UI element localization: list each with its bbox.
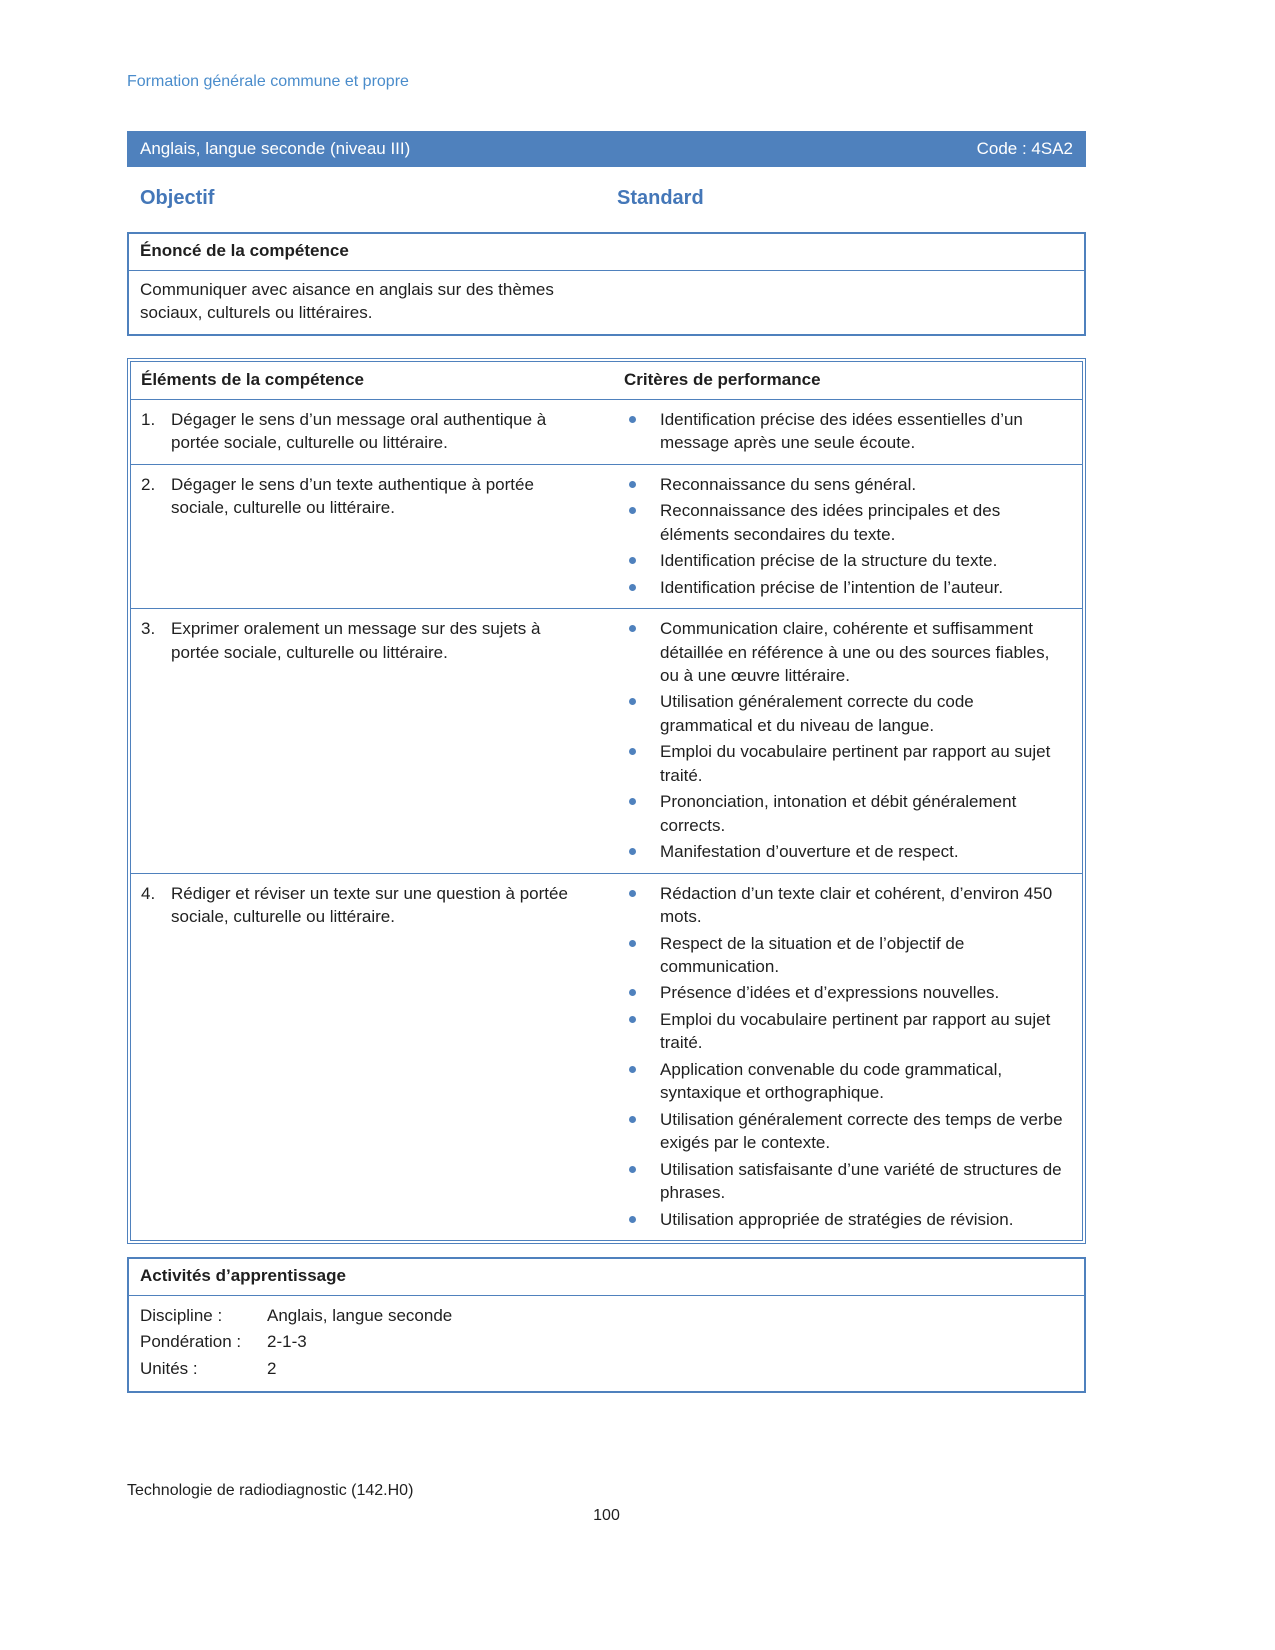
bullet-icon — [629, 1066, 636, 1073]
criterion-text: Utilisation généralement correcte du code grammatical et du niveau de langue. — [660, 692, 974, 735]
criterion-text: Identification précise des idées essentielles d’un message après une seule écoute. — [660, 409, 1023, 453]
criterion-item — [624, 617, 1070, 687]
objectif-heading: Objectif — [140, 187, 215, 209]
table-header-row — [131, 362, 1082, 400]
criteria-cell — [616, 465, 1082, 608]
element-cell — [131, 874, 616, 1240]
criterion-text: Respect de la situation et de l’objectif de communication. — [660, 933, 965, 976]
criterion-text: Utilisation appropriée de stratégies de révision. — [660, 1209, 1014, 1229]
activites-title: Activités d’apprentissage — [129, 1259, 1084, 1296]
bullet-icon — [629, 507, 636, 514]
bullet-icon — [629, 1116, 636, 1123]
breadcrumb: Formation générale commune et propre — [127, 73, 409, 90]
enonce-box — [127, 232, 1086, 336]
criterion-item — [624, 740, 1070, 787]
criterion-text: Application convenable du code grammatical, syntaxique et orthographique. — [660, 1059, 1003, 1103]
competence-table-inner — [130, 361, 1083, 1241]
criteria-cell — [616, 400, 1082, 464]
criterion-item — [624, 882, 1070, 929]
element-text: Dégager le sens d’un message oral authentique à portée sociale, culturelle ou littéraire. — [171, 409, 547, 453]
element-text: Rédiger et réviser un texte sur une question à portée sociale, culturelle ou littéraire. — [171, 883, 568, 927]
criterion-text: Communication claire, cohérente et suffisamment détaillée en référence à une ou des sources fiables, ou à une œuvre littéraire. — [660, 619, 1050, 685]
criteria-cell — [616, 609, 1082, 873]
criterion-text: Emploi du vocabulaire pertinent par rapport au sujet traité. — [660, 1009, 1051, 1053]
course-code: Code : 4SA2 — [976, 139, 1073, 158]
element-number: 4. — [141, 883, 156, 903]
criterion-item — [624, 1008, 1070, 1055]
activites-body — [129, 1296, 1084, 1391]
element-cell — [131, 465, 616, 608]
element-cell — [131, 400, 616, 464]
criterion-item — [624, 932, 1070, 979]
activity-field — [140, 1303, 1073, 1329]
bullet-icon — [629, 481, 636, 488]
enonce-body — [129, 271, 1084, 334]
criterion-text: Identification précise de la structure du texte. — [660, 551, 998, 571]
element-number: 1. — [141, 409, 156, 429]
criterion-item — [624, 840, 1070, 863]
content-area — [127, 0, 1086, 1393]
bullet-icon — [629, 584, 636, 591]
activites-box — [127, 1257, 1086, 1393]
standard-heading: Standard — [617, 187, 704, 209]
criterion-text: Manifestation d’ouverture et de respect. — [660, 842, 959, 862]
criterion-text: Reconnaissance du sens général. — [660, 474, 917, 494]
criterion-text: Utilisation satisfaisante d’une variété de structures de phrases. — [660, 1159, 1062, 1203]
criterion-item — [624, 690, 1070, 737]
activity-field — [140, 1356, 1073, 1382]
bullet-icon — [629, 416, 636, 423]
section-headings — [127, 187, 1086, 210]
criterion-text: Présence d’idées et d’expressions nouvelles. — [660, 983, 1000, 1003]
bullet-icon — [629, 848, 636, 855]
criteria-cell — [616, 874, 1082, 1240]
bullet-icon — [629, 1016, 636, 1023]
criterion-text: Reconnaissance des idées principales et des éléments secondaires du texte. — [660, 501, 1001, 544]
course-title: Anglais, langue seconde (niveau III) — [140, 139, 411, 158]
criterion-item — [624, 1108, 1070, 1155]
bullet-icon — [629, 698, 636, 705]
table-row — [131, 874, 1082, 1240]
table-row — [131, 400, 1082, 465]
competence-table — [127, 358, 1086, 1244]
criterion-item — [624, 473, 1070, 496]
bullet-icon — [629, 748, 636, 755]
criterion-item — [624, 549, 1070, 572]
field-label: Discipline : — [140, 1305, 223, 1325]
footer-program: Technologie de radiodiagnostic (142.H0) — [127, 1482, 414, 1499]
table-row — [131, 609, 1082, 874]
field-label: Unités : — [140, 1358, 198, 1378]
activity-field — [140, 1329, 1073, 1355]
criterion-item — [624, 790, 1070, 837]
bullet-icon — [629, 989, 636, 996]
criterion-item — [624, 408, 1070, 455]
element-number: 3. — [141, 619, 156, 639]
bullet-icon — [629, 890, 636, 897]
bullet-icon — [629, 940, 636, 947]
element-number: 2. — [141, 474, 156, 494]
elements-column-header: Éléments de la compétence — [141, 369, 364, 389]
criterion-item — [624, 1208, 1070, 1231]
criteres-column-header: Critères de performance — [624, 369, 821, 389]
bullet-icon — [629, 1166, 636, 1173]
criterion-text: Prononciation, intonation et débit généralement corrects. — [660, 792, 1017, 835]
bullet-icon — [629, 557, 636, 564]
field-value: 2 — [267, 1358, 277, 1378]
criterion-text: Emploi du vocabulaire pertinent par rapport au sujet traité. — [660, 742, 1051, 785]
bullet-icon — [629, 1216, 636, 1223]
enonce-text: Communiquer avec aisance en anglais sur des thèmes sociaux, culturels ou littéraires. — [140, 280, 554, 323]
criterion-item — [624, 981, 1070, 1004]
criterion-text: Utilisation généralement correcte des temps de verbe exigés par le contexte. — [660, 1109, 1063, 1153]
criterion-text: Rédaction d’un texte clair et cohérent, d’environ 450 mots. — [660, 883, 1053, 927]
criterion-text: Identification précise de l’intention de l’auteur. — [660, 577, 1004, 597]
element-text: Exprimer oralement un message sur des sujets à portée sociale, culturelle ou littéraire. — [171, 619, 541, 662]
table-row — [131, 465, 1082, 609]
criterion-item — [624, 1158, 1070, 1205]
bullet-icon — [629, 625, 636, 632]
criterion-item — [624, 499, 1070, 546]
field-value: Anglais, langue seconde — [267, 1305, 453, 1325]
course-title-bar — [127, 131, 1086, 167]
bullet-icon — [629, 798, 636, 805]
field-label: Pondération : — [140, 1332, 242, 1352]
enonce-title: Énoncé de la compétence — [129, 234, 1084, 271]
field-value: 2-1-3 — [267, 1332, 307, 1352]
page-number: 100 — [593, 1507, 620, 1524]
criterion-item — [624, 1058, 1070, 1105]
element-cell — [131, 609, 616, 873]
criterion-item — [624, 576, 1070, 599]
element-text: Dégager le sens d’un texte authentique à portée sociale, culturelle ou littéraire. — [171, 474, 534, 518]
